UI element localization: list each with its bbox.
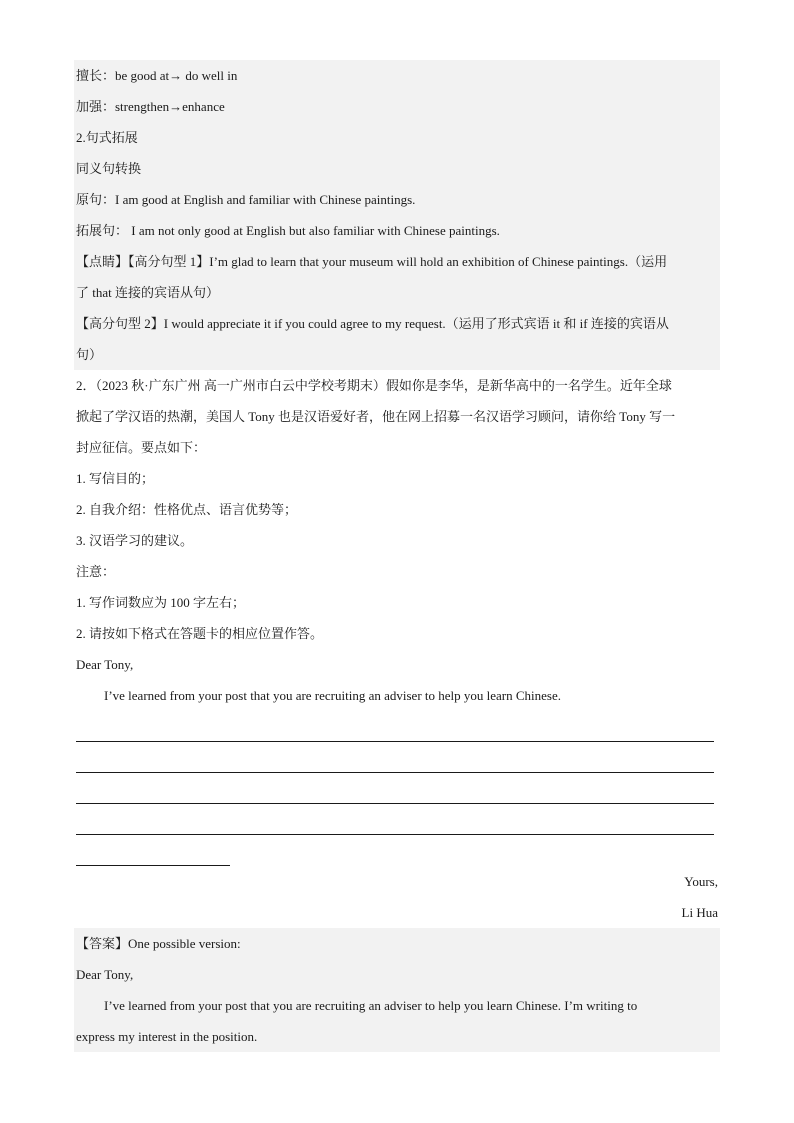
writing-line xyxy=(74,773,720,804)
notes-heading: 注意： xyxy=(76,564,116,579)
highlight-pattern-1-cont: 了 that 连接的宾语从句） xyxy=(74,277,720,308)
section-heading: 2.句式拓展 xyxy=(74,122,720,153)
question-prompt: 2．（2023 秋·广东广州 高一广州市白云中学校考期末）假如你是李华，是新华高中的一名学生。近年全球 xyxy=(76,378,672,393)
writing-line xyxy=(74,711,720,742)
question-prompt: 封应征信。要点如下： xyxy=(76,440,207,455)
letter-opening: I’ve learned from your post that you are recruiting an adviser to help you learn Chinese. xyxy=(104,688,562,703)
writing-line xyxy=(74,742,720,773)
letter-signature: Li Hua xyxy=(681,905,718,920)
requirement-item: 3. 汉语学习的建议。 xyxy=(76,533,194,548)
answer-greeting: Dear Tony, xyxy=(74,959,720,990)
writing-line-short xyxy=(74,835,720,866)
requirement-item: 1. 写信目的； xyxy=(76,471,155,486)
note-item: 2. 请按如下格式在答题卡的相应位置作答。 xyxy=(76,626,324,641)
letter-closing: Yours, xyxy=(684,874,718,889)
letter-greeting: Dear Tony, xyxy=(76,657,134,672)
requirement-item: 2. 自我介绍：性格优点、语言优势等； xyxy=(76,502,298,517)
highlight-pattern-1: 【点睛】【高分句型 1】I’m glad to learn that your museum will hold an exhibition of Chinese paintings.（运用 xyxy=(74,246,720,277)
writing-line xyxy=(74,804,720,835)
highlight-pattern-2: 【高分句型 2】I would appreciate it if you could agree to my request.（运用了形式宾语 it 和 if 连接的宾语从 xyxy=(74,308,720,339)
explanation-section xyxy=(74,60,720,370)
answer-paragraph-cont: express my interest in the position. xyxy=(74,1021,720,1052)
vocab-line: 擅长：be good at→ do well in xyxy=(74,60,720,91)
document-page xyxy=(74,60,720,1052)
answer-lines xyxy=(74,711,720,866)
answer-paragraph: I’ve learned from your post that you are recruiting an adviser to help you learn Chinese. I’m writing to xyxy=(74,990,720,1021)
highlight-pattern-2-cont: 句） xyxy=(74,339,720,370)
answer-heading: 【答案】One possible version: xyxy=(74,928,720,959)
expanded-sentence: 拓展句： I am not only good at English but also familiar with Chinese paintings. xyxy=(74,215,720,246)
vocab-line: 加强：strengthen→enhance xyxy=(74,91,720,122)
original-sentence: 原句：I am good at English and familiar with Chinese paintings. xyxy=(74,184,720,215)
note-item: 1. 写作词数应为 100 字左右； xyxy=(76,595,246,610)
question-section xyxy=(74,370,720,711)
question-prompt: 掀起了学汉语的热潮，美国人 Tony 也是汉语爱好者，他在网上招募一名汉语学习顾问，请你给 Tony 写一 xyxy=(76,409,676,424)
answer-section xyxy=(74,928,720,1052)
subsection-heading: 同义句转换 xyxy=(74,153,720,184)
